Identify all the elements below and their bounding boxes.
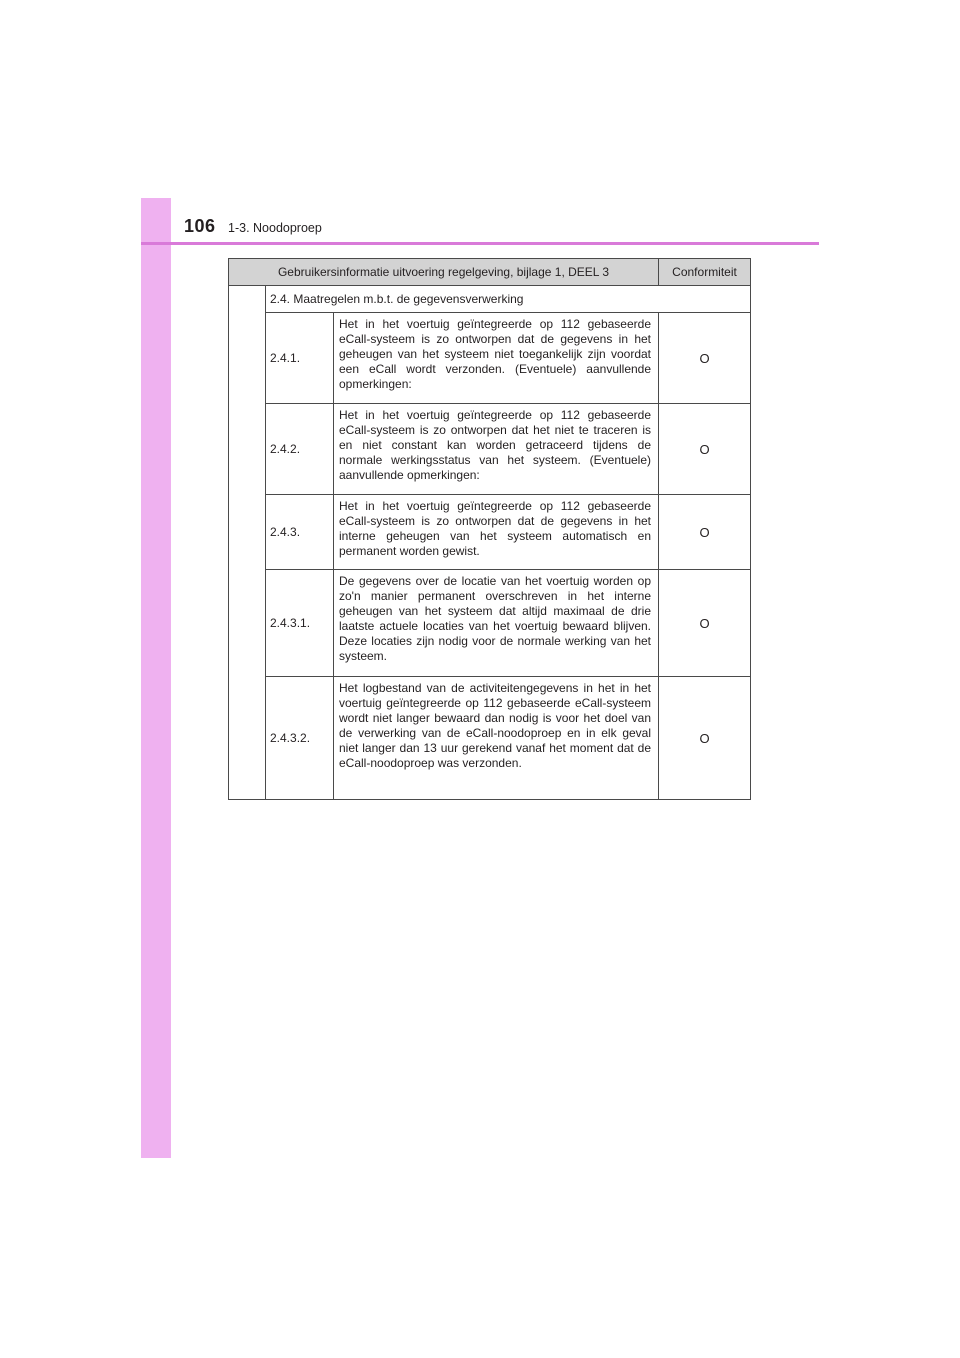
- row-conformity: O: [659, 570, 751, 677]
- row-number: 2.4.3.1.: [266, 570, 334, 677]
- column-header-conformity: Conformiteit: [659, 259, 751, 286]
- subheading-row: [229, 286, 751, 313]
- table-header-row: [229, 259, 751, 286]
- row-number: 2.4.2.: [266, 404, 334, 495]
- row-conformity: O: [659, 404, 751, 495]
- table-row: [229, 677, 751, 800]
- page-number: 106: [184, 216, 216, 236]
- row-text: Het logbestand van de activiteitengegevens in het in het voertuig geïntegreerde op 112 gebaseerde eCall-systeem wordt niet langer bewaard dan nodig is voor het doel van de verwerking van de eCall-noodoproep en in elk geval niet langer dan 13 uur gerekend vanaf het moment dat de eCall-noodoproep was verzonden.: [334, 677, 659, 800]
- subheading-text: 2.4. Maatregelen m.b.t. de gegevensverwerking: [266, 286, 751, 313]
- indent-cell: [229, 286, 266, 800]
- header-rule: [141, 242, 819, 245]
- row-text: Het in het voertuig geïntegreerde op 112 gebaseerde eCall-systeem is zo ontworpen dat de gegevens in het geheugen van het systeem niet toegankelijk zijn voordat een eCall wordt verzonden. (Eventuele) aanvullende opmerkingen:: [334, 313, 659, 404]
- table-row: [229, 404, 751, 495]
- row-number: 2.4.1.: [266, 313, 334, 404]
- row-text: De gegevens over de locatie van het voertuig worden op zo'n manier permanent overschreven in het interne geheugen van het systeem dat altijd maximaal de drie laatste actuele locaties van het voertuig bewaard blijven. Deze locaties zijn nodig voor de normale werking van het systeem.: [334, 570, 659, 677]
- section-title: 1-3. Noodoproep: [228, 221, 322, 235]
- table-row: [229, 570, 751, 677]
- table-row: [229, 313, 751, 404]
- row-text: Het in het voertuig geïntegreerde op 112 gebaseerde eCall-systeem is zo ontworpen dat het niet te traceren is en niet constant kan worden getraceerd tijdens de normale werkingsstatus van het systeem. (Eventuele) aanvullende opmerkingen:: [334, 404, 659, 495]
- conformity-table: [228, 258, 751, 800]
- row-conformity: O: [659, 495, 751, 570]
- row-number: 2.4.3.: [266, 495, 334, 570]
- section-tab-band: [141, 198, 171, 1158]
- row-number: 2.4.3.2.: [266, 677, 334, 800]
- table-row: [229, 495, 751, 570]
- row-text: Het in het voertuig geïntegreerde op 112 gebaseerde eCall-systeem is zo ontworpen dat de gegevens in het interne geheugen van het systeem automatisch en permanent worden gewist.: [334, 495, 659, 570]
- column-header-information: Gebruikersinformatie uitvoering regelgeving, bijlage 1, DEEL 3: [229, 259, 659, 286]
- row-conformity: O: [659, 313, 751, 404]
- row-conformity: O: [659, 677, 751, 800]
